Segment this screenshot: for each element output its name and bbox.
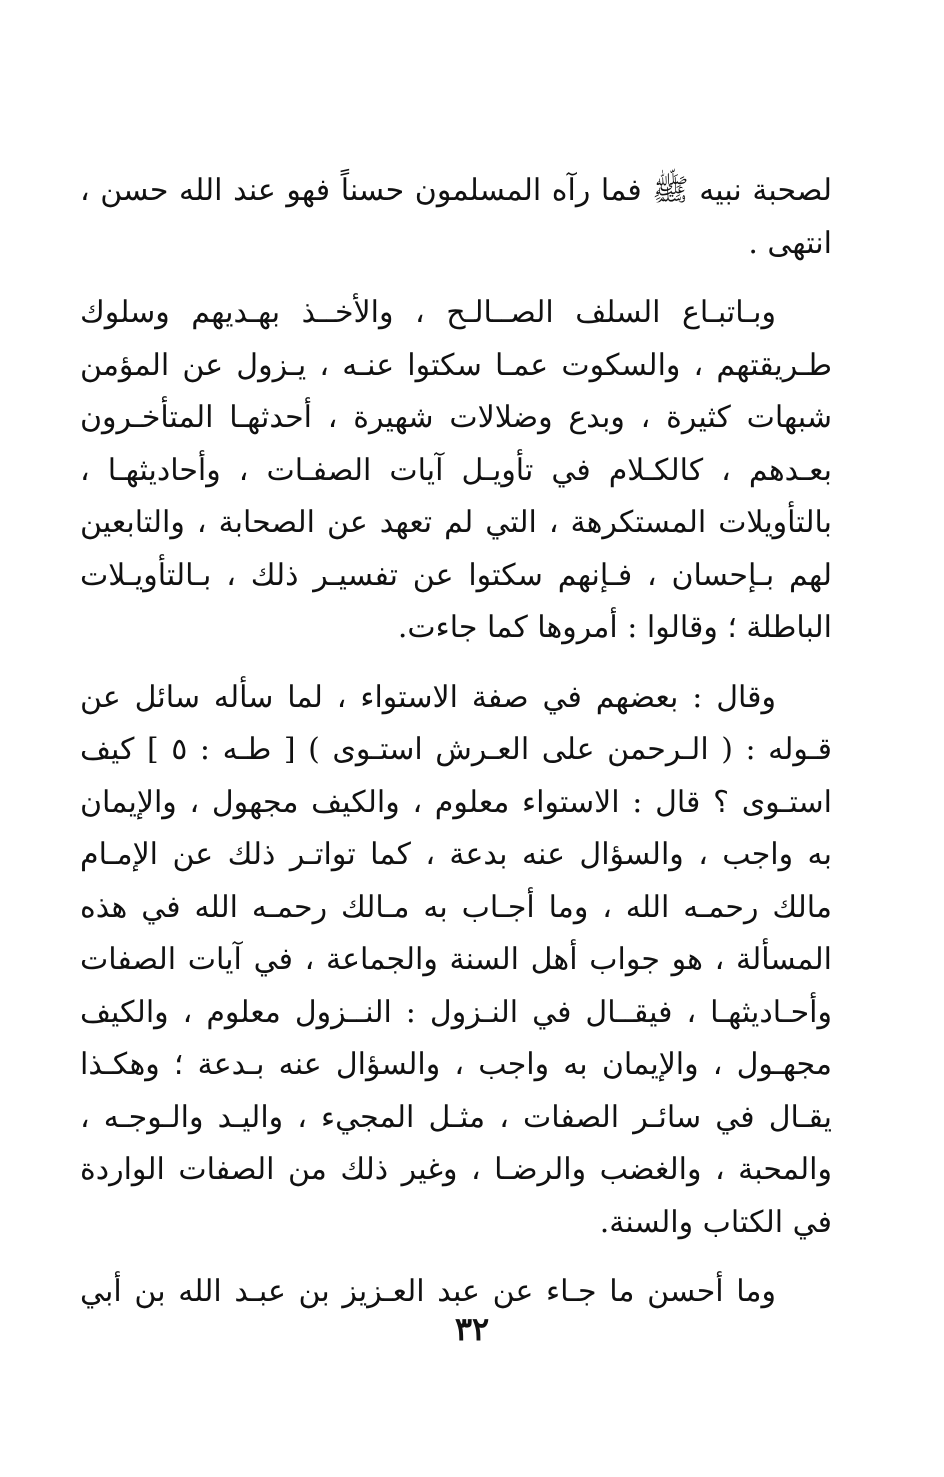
text-line: انتهى . [748,225,832,261]
text-line: المسألة ، هو جواب أهل السنة والجماعة ، في آيات الصفات [80,942,832,977]
paragraph-3 [80,672,832,1250]
paragraph-1 [80,165,832,270]
text-line: والمحبة ، والغضب والرضـا ، وغير ذلك من الصفات الواردة [80,1152,832,1187]
text-line: بالتأويلات المستكرهة ، التي لم تعهد عن الصحابة ، والتابعين [80,505,832,540]
text-line: به واجب ، والسؤال عنه بدعة ، كما تواتـر ذلك عن الإمـام [80,837,832,872]
text-line: وما أحسن ما جـاء عن عبد العـزيز بن عبـد الله بن أبي [80,1274,776,1309]
text-line: لهم بـإحسان ، فـإنهم سكتوا عن تفسيـر ذلك ، بـالتأويـلات [80,557,832,593]
text-line: استـوى ؟ قال : الاستواء معلوم ، والكيف مجهول ، والإيمان [80,784,832,820]
text-line: طـريقتهم ، والسكوت عمـا سكتوا عنـه ، يـزول عن المؤمن [80,347,832,383]
text-line: مجهـول ، والإيمان به واجب ، والسؤال عنه بـدعة ؛ وهكـذا [80,1047,832,1082]
text-line: لصحبة نبيه ﷺ فما رآه المسلمون حسناً فهو عند الله حسن ، [80,173,832,208]
page-body [80,165,832,1319]
text-line: قـوله : ( الـرحمن على العـرش استـوى ) [ طـه : ٥ ] كيف [80,732,832,767]
text-line: وبـاتبـاع السلف الصــالـح ، والأخــذ بهـديهم وسلوك [80,295,776,330]
text-line: مالك رحمـه الله ، وما أجـاب به مـالك رحمـه الله في هذه [80,889,832,925]
page-number: ٣٢ [454,1310,490,1348]
text-line: في الكتاب والسنة. [599,1204,832,1240]
text-line: بعـدهم ، كالكـلام في تأويـل آيات الصفـات ، وأحاديثهـا ، [80,452,832,488]
text-line: وأحـاديثهـا ، فيقــال في النـزول : النــزول معلوم ، والكيف [80,994,832,1030]
text-line: وقال : بعضهم في صفة الاستواء ، لما سأله سائل عن [80,679,776,715]
text-line: شبهات كثيرة ، وبدع وضلالات شهيرة ، أحدثهـا المتأخـرون [80,400,832,435]
text-line: يقـال في سائـر الصفات ، مثـل المجيء ، واليـد والـوجـه ، [80,1099,832,1135]
paragraph-2 [80,287,832,655]
text-line: الباطلة ؛ وقالوا : أمروها كما جاءت. [397,610,832,645]
